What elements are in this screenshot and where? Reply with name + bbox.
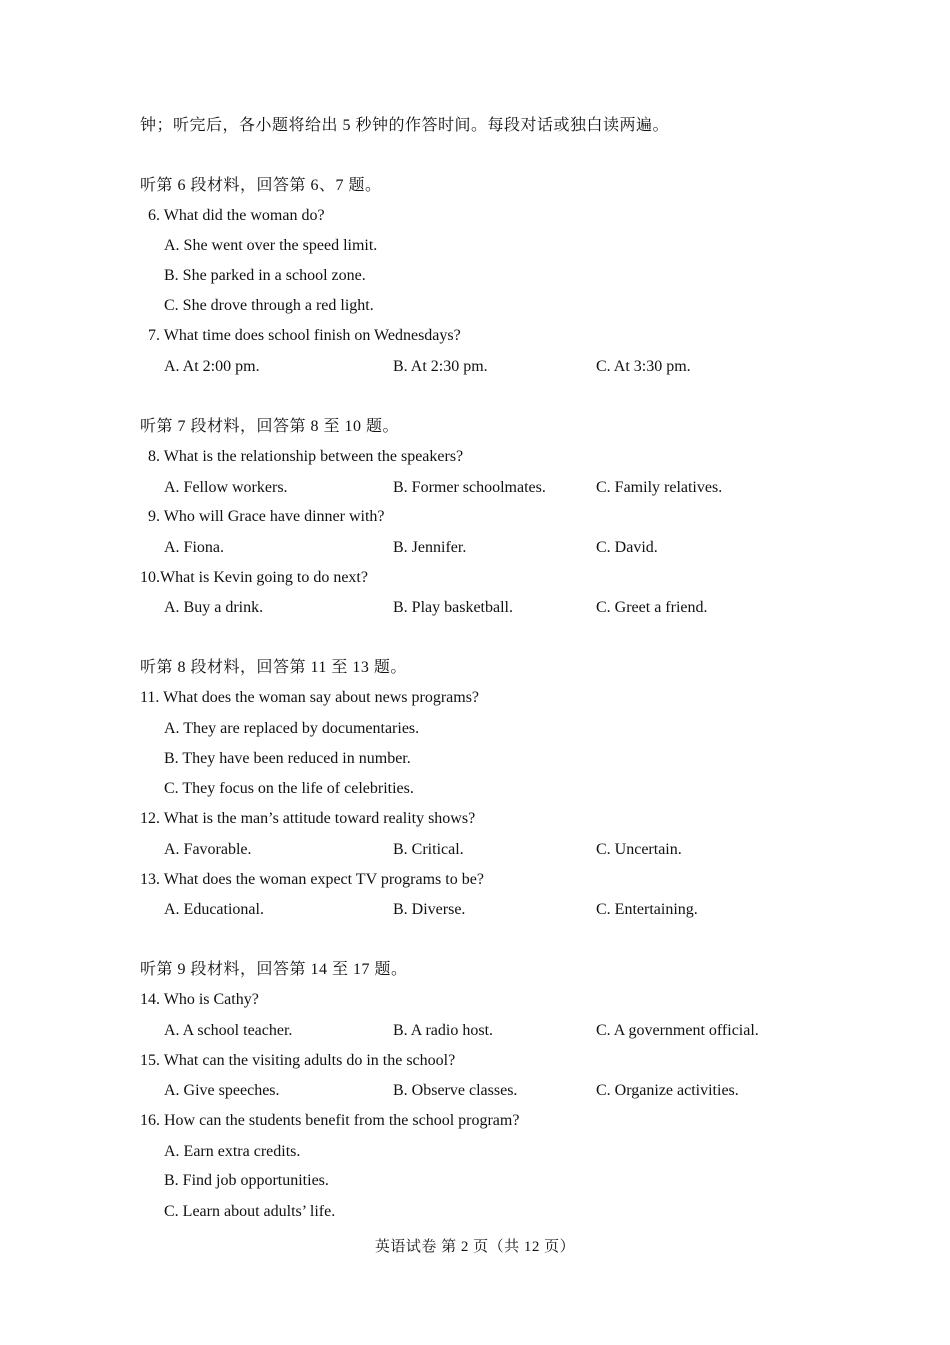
option-a: A. Earn extra credits. bbox=[164, 1143, 301, 1160]
option-b: B. Find job opportunities. bbox=[164, 1172, 329, 1189]
intro-text: 钟；听完后，各小题将给出 5 秒钟的作答时间。每段对话或独白读两遍。 bbox=[140, 117, 670, 134]
question-stem: 15. What can the visiting adults do in the school? bbox=[140, 1052, 456, 1069]
option-a: A. Fellow workers. bbox=[164, 479, 288, 496]
option-b: B. Diverse. bbox=[393, 901, 466, 918]
option-c: C. A government official. bbox=[596, 1022, 759, 1039]
question-stem: 6. What did the woman do? bbox=[148, 207, 325, 224]
option-a: A. She went over the speed limit. bbox=[164, 237, 378, 254]
option-a: A. Educational. bbox=[164, 901, 264, 918]
option-c: C. Learn about adults’ life. bbox=[164, 1203, 336, 1220]
option-b: B. She parked in a school zone. bbox=[164, 267, 366, 284]
option-b: B. Former schoolmates. bbox=[393, 479, 546, 496]
option-a: A. They are replaced by documentaries. bbox=[164, 720, 420, 737]
option-b: B. Jennifer. bbox=[393, 539, 467, 556]
question-stem: 11. What does the woman say about news programs? bbox=[140, 689, 480, 706]
option-b: B. Critical. bbox=[393, 841, 464, 858]
question-stem: 12. What is the man’s attitude toward reality shows? bbox=[140, 810, 476, 827]
option-b: B. They have been reduced in number. bbox=[164, 750, 411, 767]
question-stem: 8. What is the relationship between the speakers? bbox=[148, 448, 464, 465]
option-b: B. At 2:30 pm. bbox=[393, 358, 488, 375]
option-b: B. Play basketball. bbox=[393, 599, 513, 616]
page-footer: 英语试卷 第 2 页（共 12 页） bbox=[374, 1239, 576, 1255]
option-a: A. Fiona. bbox=[164, 539, 224, 556]
option-a: A. Buy a drink. bbox=[164, 599, 264, 616]
section-heading: 听第 6 段材料，回答第 6、7 题。 bbox=[140, 177, 382, 194]
option-c: C. Greet a friend. bbox=[596, 599, 708, 616]
option-b: B. A radio host. bbox=[393, 1022, 494, 1039]
option-c: C. Organize activities. bbox=[596, 1082, 739, 1099]
option-c: C. Uncertain. bbox=[596, 841, 682, 858]
question-stem: 9. Who will Grace have dinner with? bbox=[148, 508, 385, 525]
question-stem: 13. What does the woman expect TV programs to be? bbox=[140, 871, 484, 888]
option-c: C. Entertaining. bbox=[596, 901, 698, 918]
section-heading: 听第 8 段材料，回答第 11 至 13 题。 bbox=[140, 659, 407, 676]
question-stem: 14. Who is Cathy? bbox=[140, 991, 259, 1008]
section-heading: 听第 9 段材料，回答第 14 至 17 题。 bbox=[140, 961, 408, 978]
option-c: C. They focus on the life of celebrities. bbox=[164, 780, 414, 797]
option-c: C. She drove through a red light. bbox=[164, 297, 374, 314]
option-c: C. Family relatives. bbox=[596, 479, 723, 496]
option-a: A. Favorable. bbox=[164, 841, 252, 858]
option-b: B. Observe classes. bbox=[393, 1082, 518, 1099]
option-a: A. At 2:00 pm. bbox=[164, 358, 260, 375]
option-a: A. Give speeches. bbox=[164, 1082, 280, 1099]
question-stem: 16. How can the students benefit from the school program? bbox=[140, 1112, 520, 1129]
option-a: A. A school teacher. bbox=[164, 1022, 293, 1039]
question-stem: 7. What time does school finish on Wednesdays? bbox=[148, 327, 461, 344]
option-c: C. David. bbox=[596, 539, 658, 556]
question-stem: 10.What is Kevin going to do next? bbox=[140, 569, 368, 586]
section-heading: 听第 7 段材料，回答第 8 至 10 题。 bbox=[140, 418, 400, 435]
option-c: C. At 3:30 pm. bbox=[596, 358, 691, 375]
